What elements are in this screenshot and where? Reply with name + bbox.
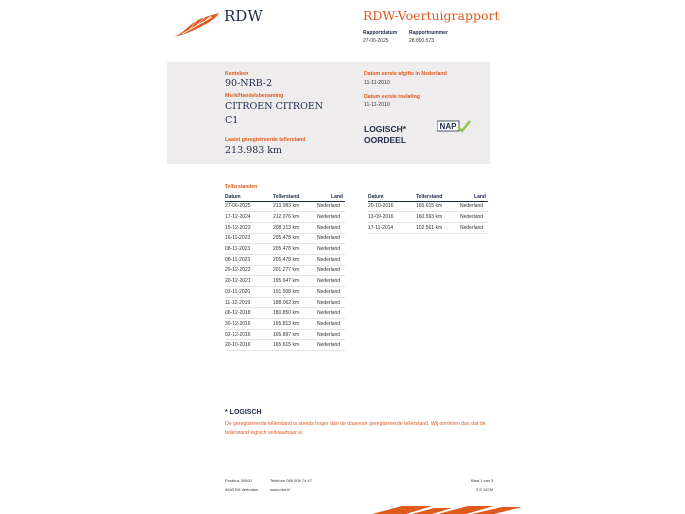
table-row	[225, 244, 345, 255]
cell-land: Nederland	[317, 297, 345, 308]
odometer-latest-value: 213.983 km	[225, 145, 283, 156]
footnote-title: * LOGISCH	[225, 409, 262, 416]
table-row	[225, 340, 345, 351]
merk-label: Merk/Handelsbenaming	[225, 93, 284, 99]
footer-stripes-decoration	[372, 505, 522, 514]
cell-tellerstand: 165.813 km	[273, 319, 317, 330]
cell-tellerstand: 165.897 km	[273, 329, 317, 340]
cell-land: Nederland	[317, 201, 345, 212]
cell-land: Nederland	[317, 276, 345, 287]
first-admission-value: 11-11-2010	[364, 102, 390, 108]
table-row	[225, 233, 345, 244]
cell-datum: 20-12-2021	[225, 276, 273, 287]
report-title: RDW-Voertuigrapport	[363, 8, 500, 23]
cell-tellerstand: 213.983 km	[273, 201, 317, 212]
table-row	[225, 265, 345, 276]
report-date-block	[363, 30, 397, 44]
cell-land: Nederland	[317, 233, 345, 244]
rdw-logo-icon	[172, 12, 220, 38]
cell-land: Nederland	[317, 212, 345, 223]
table-row	[225, 222, 345, 233]
footer-plaats: 9640 RA Veendam	[225, 487, 259, 492]
cell-land: Nederland	[317, 329, 345, 340]
table-row	[368, 201, 488, 212]
nap-label: NAP	[439, 122, 457, 131]
col-header-tellerstand: Tellerstand	[273, 193, 317, 201]
cell-datum: 06-12-2018	[225, 308, 273, 319]
footer-code: 3 E 167M	[476, 487, 494, 492]
col-header-land: Land	[317, 193, 345, 201]
odometer-table-right	[368, 193, 488, 234]
verdict-line-2: OORDEEL	[364, 135, 407, 145]
first-admission-label: Datum eerste toelating	[364, 94, 420, 100]
cell-land: Nederland	[317, 222, 345, 233]
cell-datum: 08-11-2023	[225, 254, 273, 265]
cell-tellerstand: 212.076 km	[273, 212, 317, 223]
merk-value: CITROEN CITROEN	[225, 101, 324, 112]
cell-land: Nederland	[317, 254, 345, 265]
cell-land: Nederland	[317, 308, 345, 319]
cell-tellerstand: 205.478 km	[273, 254, 317, 265]
odometer-rows-right	[368, 201, 488, 233]
table-header-row	[368, 193, 488, 201]
cell-datum: 20-10-2016	[225, 340, 273, 351]
cell-tellerstand: 160.593 km	[416, 212, 460, 223]
cell-datum: 17-12-2024	[225, 212, 273, 223]
report-number-value: 28.890.573	[409, 38, 435, 44]
report-number-block	[409, 30, 448, 44]
cell-datum: 08-11-2023	[225, 244, 273, 255]
cell-land: Nederland	[460, 212, 488, 223]
cell-tellerstand: 180.850 km	[273, 308, 317, 319]
cell-land: Nederland	[460, 201, 488, 212]
table-row	[225, 254, 345, 265]
table-row	[225, 212, 345, 223]
model-value: C1	[225, 115, 239, 126]
cell-land: Nederland	[317, 244, 345, 255]
brand-name: RDW	[224, 7, 263, 25]
cell-tellerstand: 205.478 km	[273, 244, 317, 255]
table-row	[225, 297, 345, 308]
cell-land: Nederland	[317, 287, 345, 298]
table-header-row	[225, 193, 345, 201]
cell-land: Nederland	[317, 319, 345, 330]
cell-datum: 02-12-2016	[225, 329, 273, 340]
odometer-latest-label: Laatst geregistreerde tellerstand	[225, 137, 306, 143]
cell-land: Nederland	[317, 265, 345, 276]
odometer-table-left	[225, 193, 345, 351]
cell-datum: 15-12-2023	[225, 222, 273, 233]
table-row	[368, 212, 488, 223]
cell-tellerstand: 191.508 km	[273, 287, 317, 298]
cell-tellerstand: 201.277 km	[273, 265, 317, 276]
kenteken-label: Kenteken	[225, 71, 249, 77]
col-header-land: Land	[460, 193, 488, 201]
table-row	[225, 329, 345, 340]
cell-tellerstand: 165.615 km	[416, 201, 460, 212]
col-header-datum: Datum	[368, 193, 416, 201]
cell-datum: 30-12-2016	[225, 319, 273, 330]
cell-tellerstand: 205.478 km	[273, 233, 317, 244]
cell-tellerstand: 195.647 km	[273, 276, 317, 287]
footer-telefoon: Telefoon 088 008 74 47	[270, 478, 312, 483]
col-header-datum: Datum	[225, 193, 273, 201]
first-issue-nl-label: Datum eerste afgifte in Nederland	[364, 71, 447, 77]
table-row	[225, 319, 345, 330]
table-row	[225, 308, 345, 319]
col-header-tellerstand: Tellerstand	[416, 193, 460, 201]
footer-website: www.rdw.nl	[270, 487, 291, 492]
nap-check-icon	[437, 120, 471, 134]
cell-datum: 11-12-2019	[225, 297, 273, 308]
report-date-label: Rapportdatum	[363, 30, 398, 36]
verdict-line-1: LOGISCH*	[364, 124, 407, 134]
table-row	[225, 276, 345, 287]
cell-land: Nederland	[317, 340, 345, 351]
odometer-rows-left	[225, 201, 345, 351]
vehicle-summary-panel	[167, 62, 490, 164]
table-row	[368, 222, 488, 233]
report-date-value: 27-06-2025	[363, 38, 389, 44]
cell-land: Nederland	[460, 222, 488, 233]
cell-datum: 27-06-2025	[225, 201, 273, 212]
cell-datum: 20-10-2016	[368, 201, 416, 212]
footer-page-number: Blad 1 van 3	[471, 478, 494, 483]
cell-datum: 29-12-2022	[225, 265, 273, 276]
footnote-text: De geregistreerde tellerstand is steeds hoger dan de daarvoor geregistreerde tellerstand. Wij oordelen dan dat de tellerstand logisch verklaarbaar is.	[225, 421, 486, 436]
cell-datum: 17-11-2014	[368, 222, 416, 233]
table-row	[225, 201, 345, 212]
cell-tellerstand: 165.615 km	[273, 340, 317, 351]
cell-datum: 13-09-2016	[368, 212, 416, 223]
cell-datum: 16-11-2023	[225, 233, 273, 244]
cell-tellerstand: 208.313 km	[273, 222, 317, 233]
kenteken-value: 90-NRB-2	[225, 78, 273, 89]
cell-datum: 03-11-2020	[225, 287, 273, 298]
footer-postbus: Postbus 30000	[225, 478, 252, 483]
table-row	[225, 287, 345, 298]
cell-tellerstand: 188.062 km	[273, 297, 317, 308]
odometer-verdict	[364, 124, 406, 146]
odometer-section-title: Tellerstanden	[225, 184, 258, 190]
cell-tellerstand: 102.561 km	[416, 222, 460, 233]
report-number-label: Rapportnummer	[409, 30, 448, 36]
first-issue-nl-value: 11-11-2010	[364, 80, 390, 86]
